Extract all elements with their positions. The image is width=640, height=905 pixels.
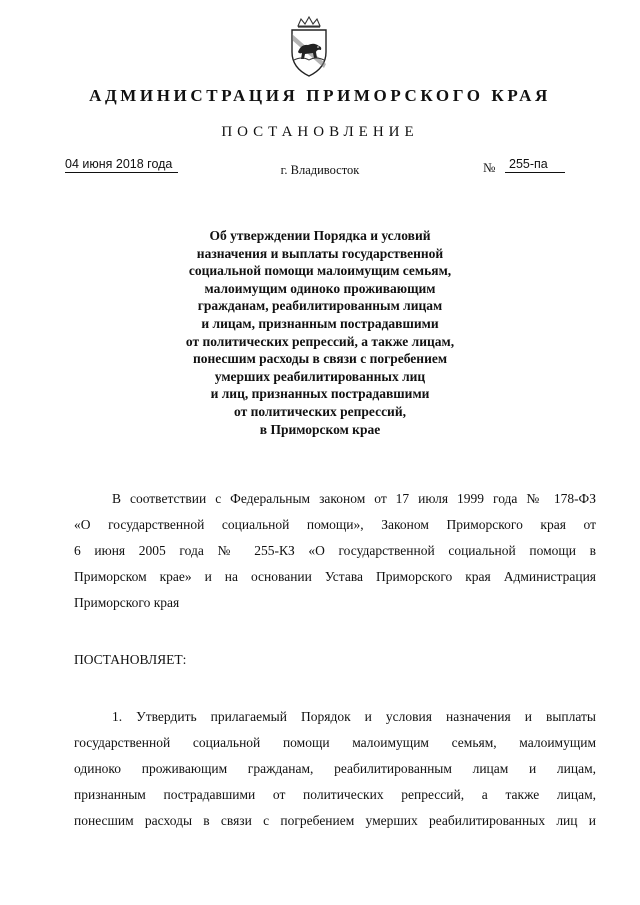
paragraph-line: В соответствии с Федеральным законом от 17 июля 1999 года № 178-ФЗ [112, 491, 596, 506]
coat-of-arms-tiger-icon [284, 16, 334, 78]
title-line: гражданам, реабилитированным лицам [197, 298, 443, 314]
title-line: назначения и выплаты государственной [196, 245, 444, 261]
paragraph-line: Приморского края [74, 595, 180, 610]
title-line: малоимущим одиноко проживающим [204, 280, 436, 296]
paragraph-line: государственной социальной помощи малоимущим семьям, малоимущим [74, 735, 596, 750]
document-date: 04 июня 2018 года [65, 157, 178, 173]
paragraph-line: 1. Утвердить прилагаемый Порядок и условия назначения и выплаты [112, 709, 596, 724]
title-line: от политических репрессий, [234, 403, 406, 419]
title-line: и лиц, признанных пострадавшими [210, 386, 430, 402]
preamble-paragraph [74, 486, 596, 616]
number-value: 255-па [505, 157, 565, 173]
document-title [150, 227, 490, 438]
number-sign: № [483, 160, 496, 175]
title-line: понесшим расходы в связи с погребением [192, 351, 448, 367]
title-line: в Приморском крае [259, 421, 381, 437]
title-line: умерших реабилитированных лиц [214, 368, 426, 384]
document-type: ПОСТАНОВЛЕНИЕ [221, 124, 419, 140]
paragraph-line: признанным пострадавшими от политических репрессий, а также лицам, [74, 787, 596, 802]
paragraph-line: 6 июня 2005 года № 255-КЗ «О государственной социальной помощи в [74, 543, 596, 558]
title-line: и лицам, признанным пострадавшими [201, 315, 439, 331]
document-number [483, 157, 565, 177]
paragraph-line: Приморском крае» и на основании Устава Приморского края Администрация [74, 569, 596, 584]
title-line: социальной помощи малоимущим семьям, [188, 263, 452, 279]
item-1-paragraph [74, 704, 596, 834]
resolves-heading: ПОСТАНОВЛЯЕТ: [74, 652, 187, 667]
organization-name: АДМИНИСТРАЦИЯ ПРИМОРСКОГО КРАЯ [89, 86, 551, 105]
title-line: Об утверждении Порядка и условий [209, 228, 431, 243]
title-line: от политических репрессий, а также лицам, [185, 333, 455, 349]
paragraph-line: понесшим расходы в связи с погребением умерших реабилитированных лиц и [74, 813, 596, 828]
document-city: г. Владивосток [280, 163, 360, 177]
paragraph-line: «О государственной социальной помощи», Законом Приморского края от [74, 517, 596, 532]
paragraph-line: одиноко проживающим гражданам, реабилитированным лицам и лицам, [74, 761, 596, 776]
